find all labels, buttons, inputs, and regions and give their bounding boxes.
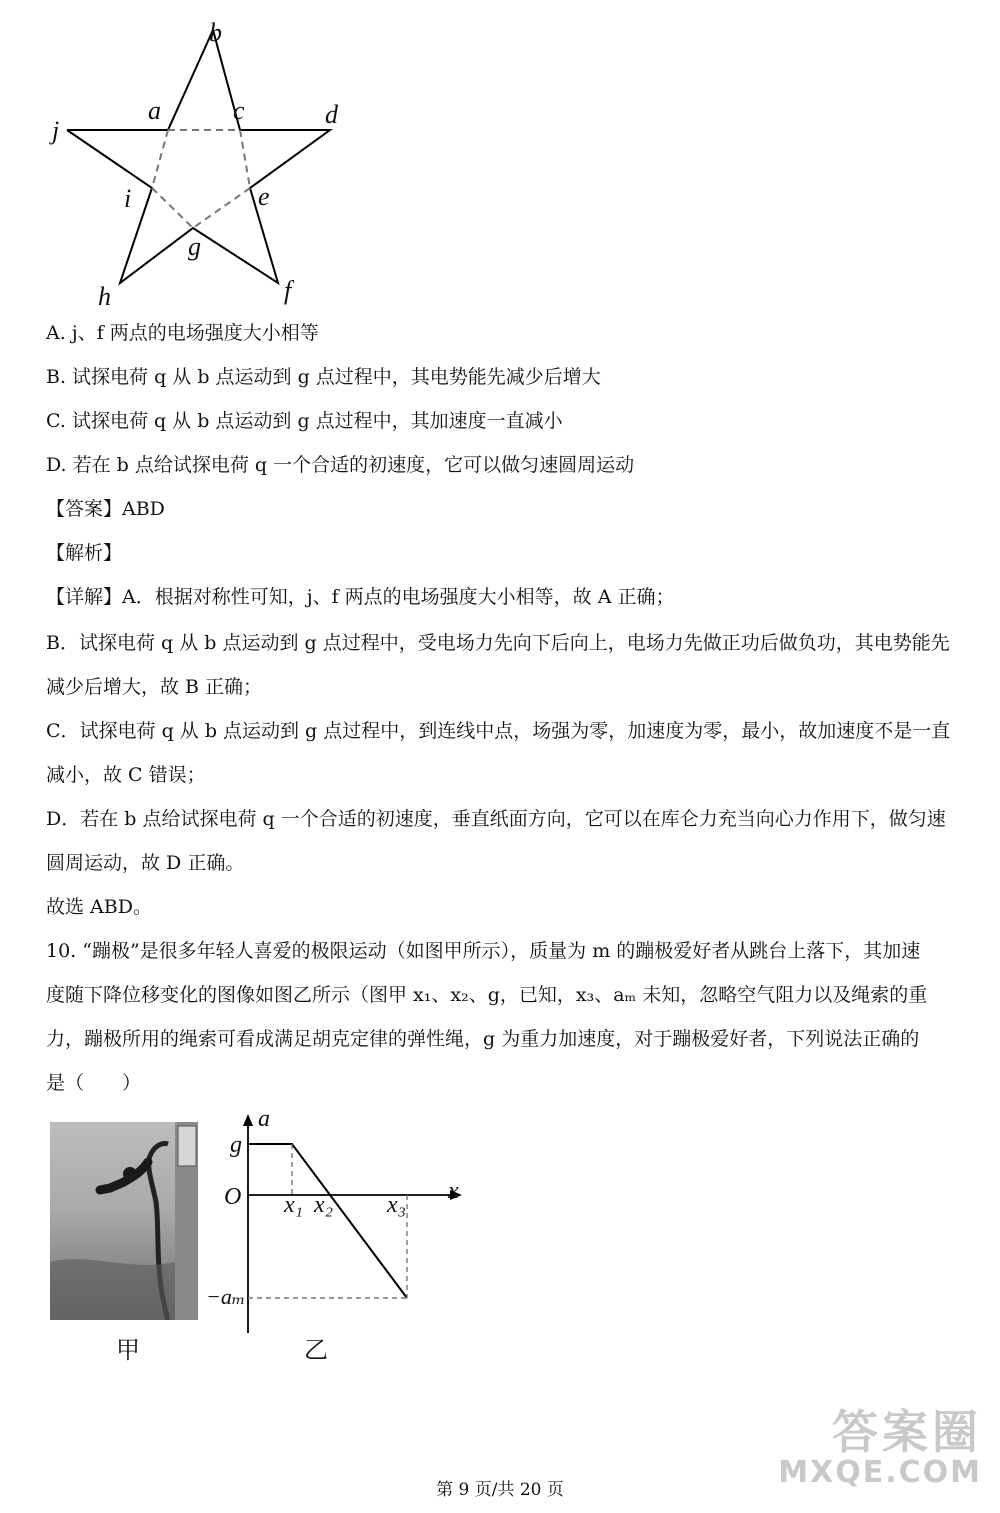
detail-line-1: 【详解】A．根据对称性可知，j、f 两点的电场强度大小相等，故 A 正确；: [46, 586, 675, 608]
detail-line-4: C．试探电荷 q 从 b 点运动到 g 点过程中，到连线中点，场强为零，加速度为零，最小，故加速度不是一直: [46, 720, 951, 742]
acceleration-line: [248, 1144, 407, 1298]
detail-line-6: D．若在 b 点给试探电荷 q 一个合适的初速度，垂直纸面方向，它可以在库仑力充当向心力作用下，做匀速: [46, 808, 946, 830]
graph-origin: O: [224, 1184, 242, 1210]
detail-line-7: 圆周运动，故 D 正确。: [46, 852, 245, 874]
graph-x1: x₁: [284, 1192, 303, 1218]
star-label-j: j: [52, 116, 60, 145]
q10-line-1: 10. “蹦极”是很多年轻人喜爱的极限运动（如图甲所示），质量为 m 的蹦极爱好者从跳台上落下，其加速: [46, 940, 921, 962]
option-b: B. 试探电荷 q 从 b 点运动到 g 点过程中，其电势能先减少后增大: [46, 366, 601, 388]
star-label-h: h: [98, 282, 111, 311]
detail-line-5: 减小，故 C 错误；: [46, 764, 206, 786]
star-label-a: a: [148, 96, 161, 125]
option-a: A. j、f 两点的电场强度大小相等: [46, 322, 319, 344]
star-label-d: d: [325, 100, 338, 129]
y-arrow: [243, 1114, 253, 1126]
star-label-i: i: [124, 184, 132, 213]
graph-axis-a: a: [258, 1106, 270, 1132]
graph-x3: x₃: [387, 1192, 406, 1218]
q10-line-4: 是（ ）: [46, 1072, 142, 1094]
graph-am: −aₘ: [206, 1284, 246, 1309]
option-c: C. 试探电荷 q 从 b 点运动到 g 点过程中，其加速度一直减小: [46, 410, 563, 432]
star-label-e: e: [258, 182, 270, 211]
star-label-c: c: [233, 96, 245, 125]
detail-line-2: B．试探电荷 q 从 b 点运动到 g 点过程中，受电场力先向下后向上，电场力先做正功后做负功，其电势能先: [46, 632, 950, 654]
analysis-label: 【解析】: [46, 542, 123, 564]
graph-g-label: g: [230, 1132, 242, 1158]
graph-axis-x: x: [448, 1178, 459, 1204]
caption-jia: 甲: [116, 1336, 140, 1364]
q10-line-3: 力，蹦极所用的绳索可看成满足胡克定律的弹性绳，g 为重力加速度，对于蹦极爱好者，下列说法正确的: [46, 1028, 920, 1050]
star-diagram: [40, 20, 360, 320]
watermark: [778, 1407, 982, 1489]
watermark-line-2: MXQE.COM: [778, 1455, 982, 1490]
detail-line-3: 减少后增大，故 B 正确；: [46, 676, 263, 698]
star-label-g: g: [188, 232, 201, 261]
bungee-photo: [50, 1122, 198, 1320]
detail-line-8: 故选 ABD。: [46, 896, 152, 918]
caption-yi: 乙: [304, 1336, 328, 1364]
star-label-f: f: [284, 276, 292, 305]
page-footer: 第 9 页/共 20 页: [436, 1480, 564, 1500]
option-d: D. 若在 b 点给试探电荷 q 一个合适的初速度，它可以做匀速圆周运动: [46, 454, 635, 476]
watermark-line-1: 答案圈: [832, 1405, 982, 1459]
q10-line-2: 度随下降位移变化的图像如图乙所示（图甲 x₁、x₂、g，已知，x₃、aₘ 未知，忽略空气阻力以及绳索的重: [46, 984, 928, 1006]
graph-x2: x₂: [314, 1192, 333, 1218]
answer: 【答案】ABD: [46, 498, 165, 520]
star-label-b: b: [209, 18, 222, 47]
